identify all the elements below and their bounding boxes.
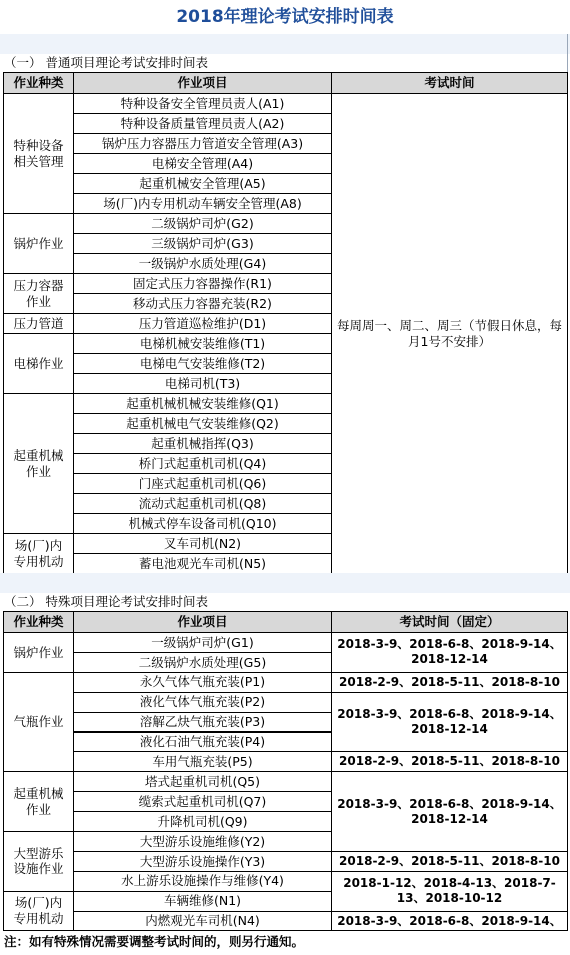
item-row-15: 电梯司机(T3) <box>73 373 332 394</box>
item-row-23: 叉车司机(N2) <box>73 533 332 554</box>
item-row-21: 流动式起重机司机(Q8) <box>73 493 332 514</box>
exam-time-cell: 每周周一、周二、周三（节假日休息，每月1号不安排） <box>331 93 568 574</box>
special-exam-date-5: 2018-3-9、2018-6-8、2018-9-14、2018-12-14 <box>331 771 568 852</box>
spacer-band-2 <box>0 573 570 593</box>
special-category-cell-5: 场(厂)内 专用机动 <box>3 891 74 932</box>
special-category-cell-2: 气瓶作业 <box>3 672 74 773</box>
special-item-row-11: 大型游乐设施维修(Y2) <box>73 831 332 852</box>
section1-title: （一） 普通项目理论考试安排时间表 <box>4 55 208 70</box>
special-exam-date-7: 2018-1-12、2018-4-13、2018-7-13、2018-10-12 <box>331 871 568 912</box>
category-cell-2: 锅炉作业 <box>3 213 74 274</box>
special-exam-date-8: 2018-3-9、2018-6-8、2018-9-14、 <box>331 911 568 932</box>
special-item-row-6: 液化石油气瓶充装(P4) <box>73 732 332 753</box>
header2-category: 作业种类 <box>3 611 74 633</box>
special-item-row-9: 缆索式起重机司机(Q7) <box>73 791 332 812</box>
special-exam-date-1: 2018-3-9、2018-6-8、2018-9-14、2018-12-14 <box>331 632 568 673</box>
special-item-row-13: 水上游乐设施操作与维修(Y4) <box>73 871 332 892</box>
special-item-row-15: 内燃观光车司机(N4) <box>73 911 332 932</box>
item-row-1: 特种设备安全管理员责人(A1) <box>73 93 332 114</box>
item-row-10: 固定式压力容器操作(R1) <box>73 273 332 294</box>
item-row-7: 二级锅炉司炉(G2) <box>73 213 332 234</box>
category-cell-7: 场(厂)内 专用机动 <box>3 533 74 574</box>
section2-title: （二） 特殊项目理论考试安排时间表 <box>4 594 208 609</box>
category-cell-5: 电梯作业 <box>3 333 74 394</box>
header-exam-time: 考试时间 <box>331 72 568 94</box>
spacer-band <box>0 34 570 54</box>
item-row-18: 起重机械指挥(Q3) <box>73 433 332 454</box>
special-item-row-4: 液化气体气瓶充装(P2) <box>73 692 332 713</box>
special-item-row-2: 二级锅炉水质处理(G5) <box>73 652 332 673</box>
header-item: 作业项目 <box>73 72 332 94</box>
grid-guide-line <box>567 34 568 72</box>
item-row-3: 锅炉压力容器压力管道安全管理(A3) <box>73 133 332 154</box>
footnote: 注：如有特殊情况需要调整考试时间的，则另行通知。 <box>4 934 305 949</box>
header-category: 作业种类 <box>3 72 74 94</box>
special-item-row-14: 车辆维修(N1) <box>73 891 332 912</box>
item-row-19: 桥门式起重机司机(Q4) <box>73 453 332 474</box>
category-cell-3: 压力容器 作业 <box>3 273 74 314</box>
item-row-12: 压力管道巡检维护(D1) <box>73 313 332 334</box>
category-cell-1: 特种设备 相关管理 <box>3 93 74 214</box>
item-row-14: 电梯电气安装维修(T2) <box>73 353 332 374</box>
special-item-row-5: 溶解乙炔气瓶充装(P3) <box>73 712 332 733</box>
item-row-8: 三级锅炉司炉(G3) <box>73 233 332 254</box>
header2-item: 作业项目 <box>73 611 332 633</box>
special-item-row-7: 车用气瓶充装(P5) <box>73 751 332 772</box>
item-row-17: 起重机械电气安装维修(Q2) <box>73 413 332 434</box>
item-row-13: 电梯机械安装维修(T1) <box>73 333 332 354</box>
special-exam-date-2: 2018-2-9、2018-5-11、2018-8-10 <box>331 672 568 693</box>
item-row-20: 门座式起重机司机(Q6) <box>73 473 332 494</box>
special-item-row-12: 大型游乐设施操作(Y3) <box>73 851 332 872</box>
item-row-22: 机械式停车设备司机(Q10) <box>73 513 332 534</box>
special-exam-date-6: 2018-2-9、2018-5-11、2018-8-10 <box>331 851 568 872</box>
item-row-9: 一级锅炉水质处理(G4) <box>73 253 332 274</box>
special-item-row-10: 升降机司机(Q9) <box>73 811 332 832</box>
special-exam-date-4: 2018-2-9、2018-5-11、2018-8-10 <box>331 751 568 772</box>
item-row-5: 起重机械安全管理(A5) <box>73 173 332 194</box>
category-cell-6: 起重机械 作业 <box>3 393 74 534</box>
item-row-2: 特种设备质量管理员责人(A2) <box>73 113 332 134</box>
item-row-11: 移动式压力容器充装(R2) <box>73 293 332 314</box>
header2-exam-time: 考试时间（固定） <box>331 611 568 633</box>
special-exam-date-3: 2018-3-9、2018-6-8、2018-9-14、2018-12-14 <box>331 692 568 753</box>
page-title: 2018年理论考试安排时间表 <box>176 7 394 27</box>
special-item-row-1: 一级锅炉司炉(G1) <box>73 632 332 653</box>
special-category-cell-3: 起重机械 作业 <box>3 771 74 832</box>
special-category-cell-4: 大型游乐 设施作业 <box>3 831 74 892</box>
special-item-row-8: 塔式起重机司机(Q5) <box>73 771 332 792</box>
category-cell-4: 压力管道 <box>3 313 74 334</box>
item-row-24: 蓄电池观光车司机(N5) <box>73 553 332 574</box>
special-item-row-3: 永久气体气瓶充装(P1) <box>73 672 332 693</box>
item-row-6: 场(厂)内专用机动车辆安全管理(A8) <box>73 193 332 214</box>
item-row-16: 起重机械机械安装维修(Q1) <box>73 393 332 414</box>
special-category-cell-1: 锅炉作业 <box>3 632 74 673</box>
item-row-4: 电梯安全管理(A4) <box>73 153 332 174</box>
